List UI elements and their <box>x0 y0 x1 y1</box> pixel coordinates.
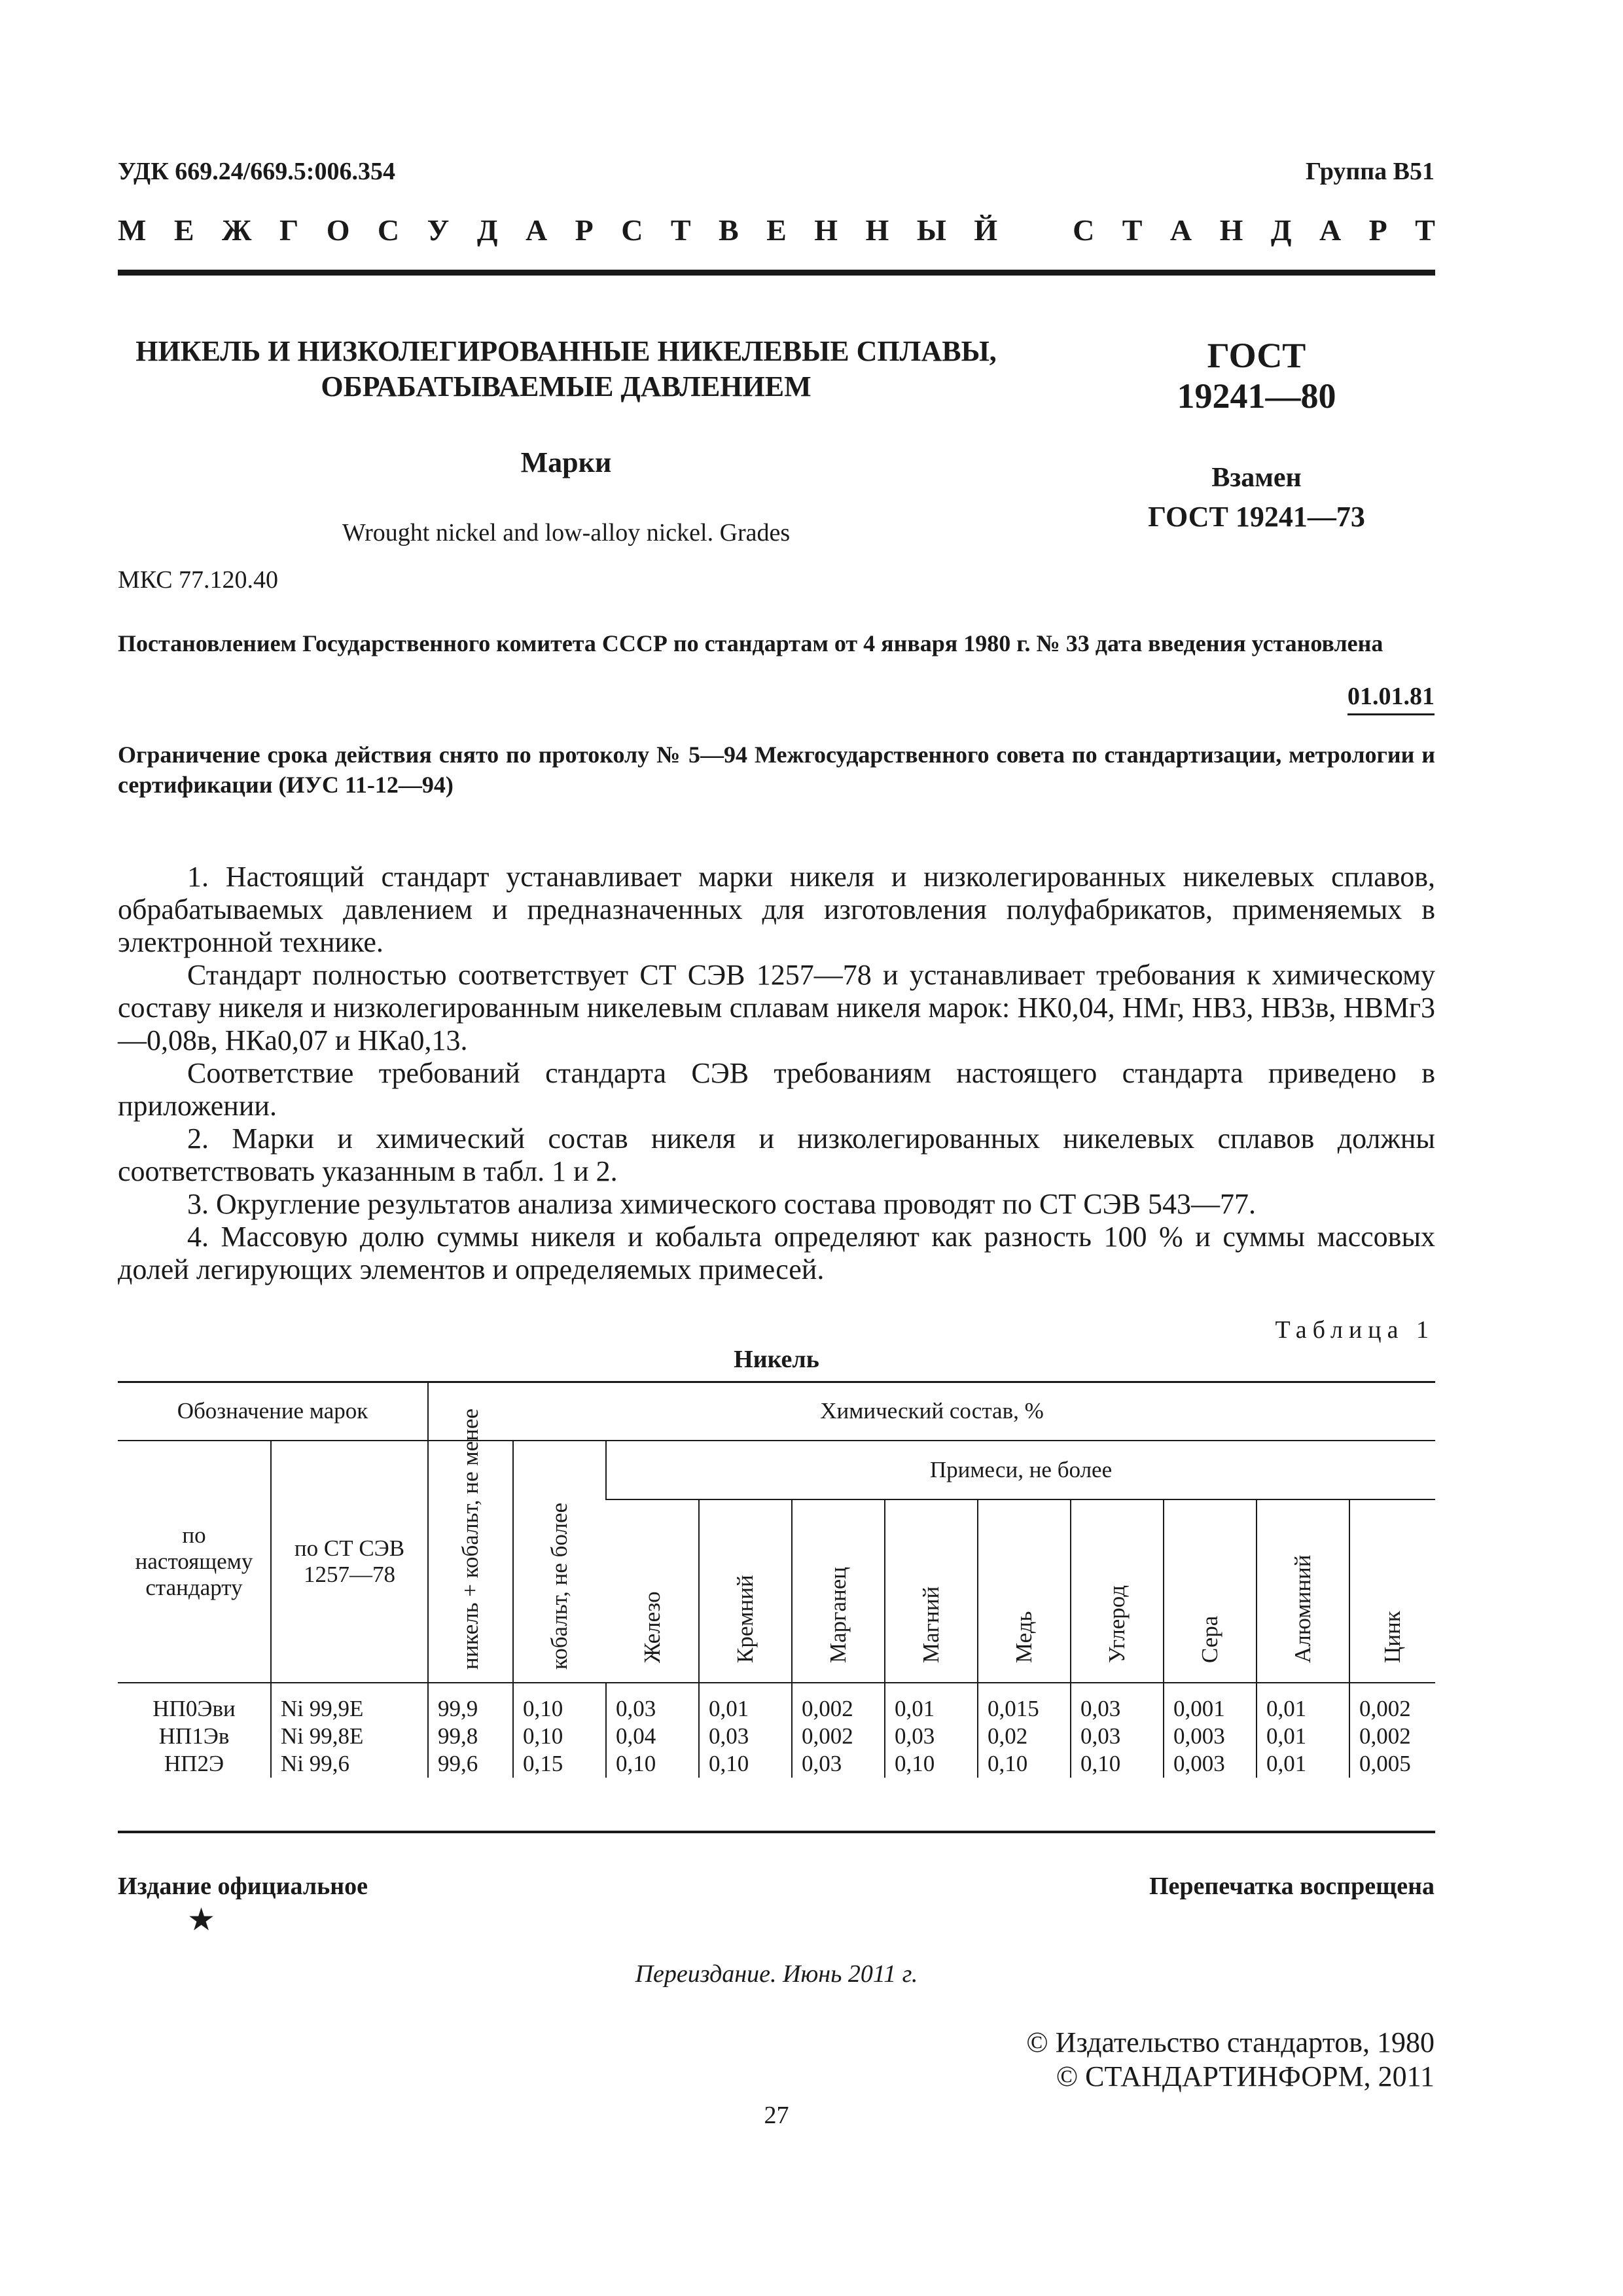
heading-letter: Р <box>575 213 594 247</box>
header-impurity-label: Цинк <box>1380 1611 1405 1663</box>
heading-letter: А <box>1169 213 1192 247</box>
heading-letter: С <box>377 213 400 247</box>
header-impurity-3 <box>885 1499 978 1683</box>
header-chemical-composition: Химический состав, % <box>428 1382 1435 1441</box>
heading-letter: Р <box>1368 213 1387 247</box>
mks-code: МКС 77.120.40 <box>118 566 279 594</box>
decree-text: Постановлением Государственного комитета СССР по стандартам от 4 января 1980 г. № 33 дата введения установлена <box>118 630 1383 656</box>
heading-letter: Н <box>865 213 889 247</box>
table-cell: 0,10 <box>523 1695 563 1721</box>
gost-label: ГОСТ <box>1207 336 1306 375</box>
heading-letter: Т <box>1122 213 1143 247</box>
composition-table <box>118 1381 1435 1778</box>
table-cell: 0,01 <box>1266 1695 1307 1721</box>
table-cell: 0,005 <box>1359 1750 1411 1776</box>
table-cell: 0,03 <box>616 1695 656 1721</box>
heading-letter: Е <box>173 213 194 247</box>
heading-letter: С <box>621 213 643 247</box>
table-cell: 0,02 <box>988 1723 1028 1749</box>
table-cell: 0,10 <box>895 1750 935 1776</box>
table-cell: 0,01 <box>895 1695 935 1721</box>
heading-letter: Н <box>814 213 838 247</box>
table-cell: 0,001 <box>1173 1695 1225 1721</box>
gost-number: 19241—80 <box>1177 376 1336 416</box>
header-ni <box>428 1408 513 1683</box>
heading-letter: Й <box>974 213 998 247</box>
table-label: Таблица 1 <box>1275 1316 1435 1344</box>
subtitle: Марки <box>520 446 612 478</box>
header-std <box>118 1441 271 1683</box>
paragraph-1: 1. Настоящий стандарт устанавливает марки никеля и низколегированных никелевых сплавов, обрабатываемых давлением и предназначенных для изготовления полуфабрикатов, применяемых в электронной технике. <box>118 861 1435 958</box>
heading-letter: О <box>326 213 350 247</box>
header-impurity-label: Сера <box>1197 1615 1222 1663</box>
column-impurity-8 <box>1349 1683 1435 1778</box>
table-cell: Ni 99,9E <box>281 1695 364 1721</box>
header-co <box>513 1441 606 1683</box>
header-impurity-label: Углерод <box>1104 1585 1130 1663</box>
english-title: Wrought nickel and low-alloy nickel. Grades <box>342 519 791 547</box>
decree-date: 01.01.81 <box>1347 682 1435 715</box>
column-impurity-4 <box>978 1683 1071 1778</box>
title-line-2: ОБРАБАТЫВАЕМЫЕ ДАВЛЕНИЕМ <box>321 370 812 403</box>
restriction-note: Ограничение срока действия снято по протоколу № 5—94 Межгосударственного совета по стандартизации, метрологии и сертификации (ИУС 11-12—94) <box>118 742 1435 798</box>
heading-letter: Е <box>766 213 787 247</box>
header-impurity-label: Магний <box>918 1586 944 1663</box>
table-cell: Ni 99,6 <box>281 1750 349 1776</box>
header-co-text: кобальт, не более <box>546 1502 572 1670</box>
table-cell: НП0Эви <box>152 1695 236 1721</box>
heading-letter: С <box>1073 213 1095 247</box>
copyright-block <box>1026 2026 1435 2094</box>
table-cell: 99,9 <box>438 1695 478 1721</box>
table-cell: 0,10 <box>616 1750 656 1776</box>
table-cell: 0,002 <box>1359 1723 1411 1749</box>
heading-letter: Д <box>476 213 498 247</box>
header-std-text: по настоящему стандарту <box>135 1522 253 1600</box>
column-impurity-0 <box>606 1683 699 1778</box>
table-cell: 0,01 <box>1266 1750 1307 1776</box>
column-impurity-5 <box>1071 1683 1164 1778</box>
header-ni-text: никель + кобальт, не менее <box>457 1408 483 1670</box>
reprint-forbidden: Перепечатка воспрещена <box>1149 1873 1435 1900</box>
table-cell: 0,01 <box>709 1695 749 1721</box>
body-text <box>118 861 1435 1286</box>
column-impurity-6 <box>1164 1683 1257 1778</box>
copyright-1: © Издательство стандартов, 1980 <box>1026 2026 1435 2058</box>
table-cell: 0,03 <box>802 1750 842 1776</box>
header-sev <box>271 1441 428 1683</box>
standard-type-heading <box>118 213 1435 247</box>
heading-letter: Н <box>1219 213 1243 247</box>
title-block <box>118 334 1014 547</box>
table-cell: НП1Эв <box>158 1723 230 1749</box>
column-nickel-cobalt <box>428 1683 513 1778</box>
footer-rule <box>118 1831 1435 1833</box>
replaces-gost: ГОСТ 19241—73 <box>1148 501 1365 533</box>
column-sev-grades <box>271 1683 428 1778</box>
gost-block <box>1073 335 1440 533</box>
header-sev-text: по СТ СЭВ 1257—78 <box>294 1535 405 1587</box>
column-impurity-2 <box>792 1683 885 1778</box>
header-impurity-6 <box>1164 1499 1257 1683</box>
star-icon: ★ <box>187 1903 216 1937</box>
table-cell: 0,003 <box>1173 1750 1225 1776</box>
header-impurity-4 <box>978 1499 1071 1683</box>
paragraph-3: Соответствие требований стандарта СЭВ требованиям настоящего стандарта приведено в приложении. <box>118 1057 1435 1122</box>
udk-code: УДК 669.24/669.5:006.354 <box>118 158 395 185</box>
table-cell: 0,003 <box>1173 1723 1225 1749</box>
heading-letter: Г <box>279 213 299 247</box>
table-cell: 0,10 <box>988 1750 1028 1776</box>
table-cell: Ni 99,8E <box>281 1723 364 1749</box>
header-impurity-label: Кремний <box>732 1575 758 1663</box>
table-cell: НП2Э <box>164 1750 224 1776</box>
column-impurity-3 <box>885 1683 978 1778</box>
header-impurity-1 <box>699 1499 792 1683</box>
heading-letter: У <box>427 213 450 247</box>
table-cell: 0,15 <box>523 1750 563 1776</box>
header-grades: Обозначение марок <box>118 1382 428 1441</box>
table-cell: 0,10 <box>1080 1750 1121 1776</box>
table-cell: 0,10 <box>523 1723 563 1749</box>
title-line-1: НИКЕЛЬ И НИЗКОЛЕГИРОВАННЫЕ НИКЕЛЕВЫЕ СПЛАВЫ, <box>135 335 997 367</box>
reissue-note: Переиздание. Июнь 2011 г. <box>635 1960 918 1988</box>
table-cell: 0,002 <box>1359 1695 1411 1721</box>
paragraph-6: 4. Массовую долю суммы никеля и кобальта определяют как разность 100 % и суммы массовых долей легирующих элементов и определяемых примесей. <box>118 1221 1435 1285</box>
table-cell: 0,03 <box>1080 1695 1121 1721</box>
heading-letter: Ж <box>222 213 252 247</box>
heading-letter: Д <box>1270 213 1292 247</box>
table-cell: 0,002 <box>802 1695 853 1721</box>
table-title: Никель <box>734 1346 819 1373</box>
group-code: Группа В51 <box>1305 158 1435 185</box>
table-cell: 0,03 <box>709 1723 749 1749</box>
table-cell: 0,10 <box>709 1750 749 1776</box>
header-impurity-7 <box>1257 1499 1349 1683</box>
heading-letter: А <box>1319 213 1342 247</box>
header-impurity-label: Медь <box>1011 1611 1037 1663</box>
header-impurity-2 <box>792 1499 885 1683</box>
header-impurities: Примеси, не более <box>606 1441 1435 1499</box>
paragraph-5: 3. Округление результатов анализа химического состава проводят по СТ СЭВ 543—77. <box>187 1188 1257 1220</box>
heading-letter: М <box>118 213 147 247</box>
table-cell: 0,015 <box>988 1695 1039 1721</box>
heading-letter: А <box>525 213 548 247</box>
page-number: 27 <box>764 2102 789 2129</box>
table-cell: 0,03 <box>1080 1723 1121 1749</box>
heading-letter: Ы <box>916 213 946 247</box>
paragraph-4: 2. Марки и химический состав никеля и низколегированных никелевых сплавов должны соответствовать указанным в табл. 1 и 2. <box>118 1122 1435 1187</box>
copyright-2: © СТАНДАРТИНФОРМ, 2011 <box>1056 2060 1435 2092</box>
heading-letter: В <box>719 213 739 247</box>
column-impurity-7 <box>1257 1683 1349 1778</box>
header-rule <box>118 270 1435 276</box>
replaces-label: Взамен <box>1211 463 1302 493</box>
heading-letter <box>1026 213 1045 247</box>
header-impurity-0 <box>606 1499 699 1683</box>
heading-letter: Т <box>1415 213 1435 247</box>
column-cobalt <box>513 1683 606 1778</box>
header-impurity-label: Марганец <box>825 1566 851 1663</box>
header-impurity-label: Железо <box>639 1591 665 1663</box>
header-impurity-5 <box>1071 1499 1164 1683</box>
table-cell: 0,03 <box>895 1723 935 1749</box>
table-cell: 0,01 <box>1266 1723 1307 1749</box>
table-cell: 0,04 <box>616 1723 656 1749</box>
table-cell: 99,8 <box>438 1723 478 1749</box>
column-impurity-1 <box>699 1683 792 1778</box>
paragraph-2: Стандарт полностью соответствует СТ СЭВ 1257—78 и устанавливает требования к химическому составу никеля и низколегированным никелевым сплавам никеля марок: НК0,04, НМг, НВ3, НВ3в, НВМг3—0,08в, НКа0,07 и НКа0,13. <box>118 959 1435 1056</box>
official-edition: Издание официальное <box>118 1873 368 1900</box>
table-cell: 99,6 <box>438 1750 478 1776</box>
table-cell: 0,002 <box>802 1723 853 1749</box>
heading-letter: Т <box>670 213 691 247</box>
header-impurity-8 <box>1349 1499 1435 1683</box>
header-impurity-label: Алюминий <box>1290 1554 1315 1663</box>
column-std-grades <box>118 1683 271 1778</box>
